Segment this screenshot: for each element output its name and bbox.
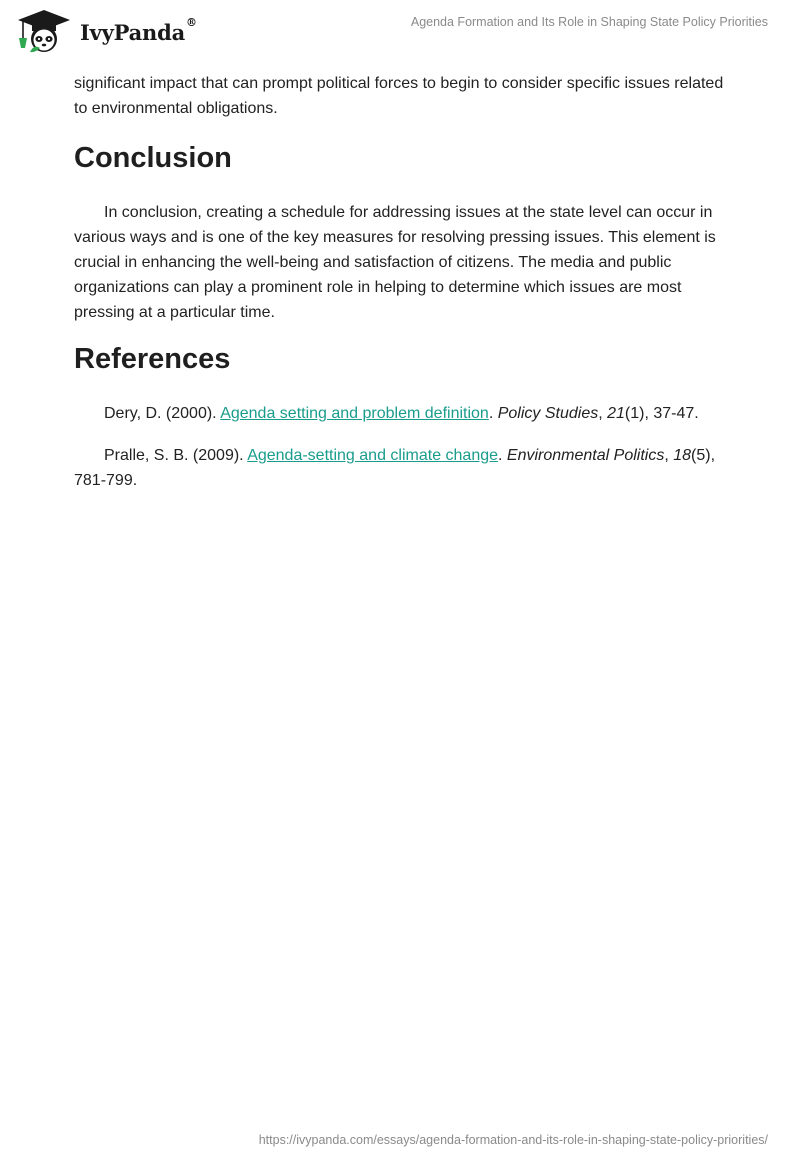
conclusion-paragraph: In conclusion, creating a schedule for addressing issues at the state level can occur in various ways and is one of the key measures for resolving pressing issues. This element is crucial in enhancing the well-being and satisfaction of citizens. The media and public organizations can play a prominent role in helping to determine which issues are most pressing at a particular time. [74, 204, 716, 321]
brand-name: IvyPanda® [80, 15, 197, 45]
essay-content [74, 71, 734, 510]
reference-item: Pralle, S. B. (2009). Agenda-setting and climate change. Environmental Politics, 18(5), 781-799. [74, 447, 716, 489]
intro-paragraph: significant impact that can prompt political forces to begin to consider specific issues related to environmental obligations. [74, 75, 724, 117]
page-header [0, 0, 800, 64]
ivypanda-logo[interactable] [14, 8, 197, 54]
panda-graduation-cap-icon [14, 8, 74, 54]
references-heading: References [74, 343, 231, 375]
document-title: Agenda Formation and Its Role in Shaping State Policy Priorities [410, 15, 768, 29]
footer-url[interactable]: https://ivypanda.com/essays/agenda-formation-and-its-role-in-shaping-state-policy-priorities/ [258, 1133, 768, 1147]
reference-item: Dery, D. (2000). Agenda setting and problem definition. Policy Studies, 21(1), 37-47. [104, 405, 699, 422]
reference-link-dery[interactable]: Agenda setting and problem definition [220, 405, 489, 422]
reference-link-pralle[interactable]: Agenda-setting and climate change [247, 447, 499, 464]
conclusion-heading: Conclusion [74, 142, 232, 174]
